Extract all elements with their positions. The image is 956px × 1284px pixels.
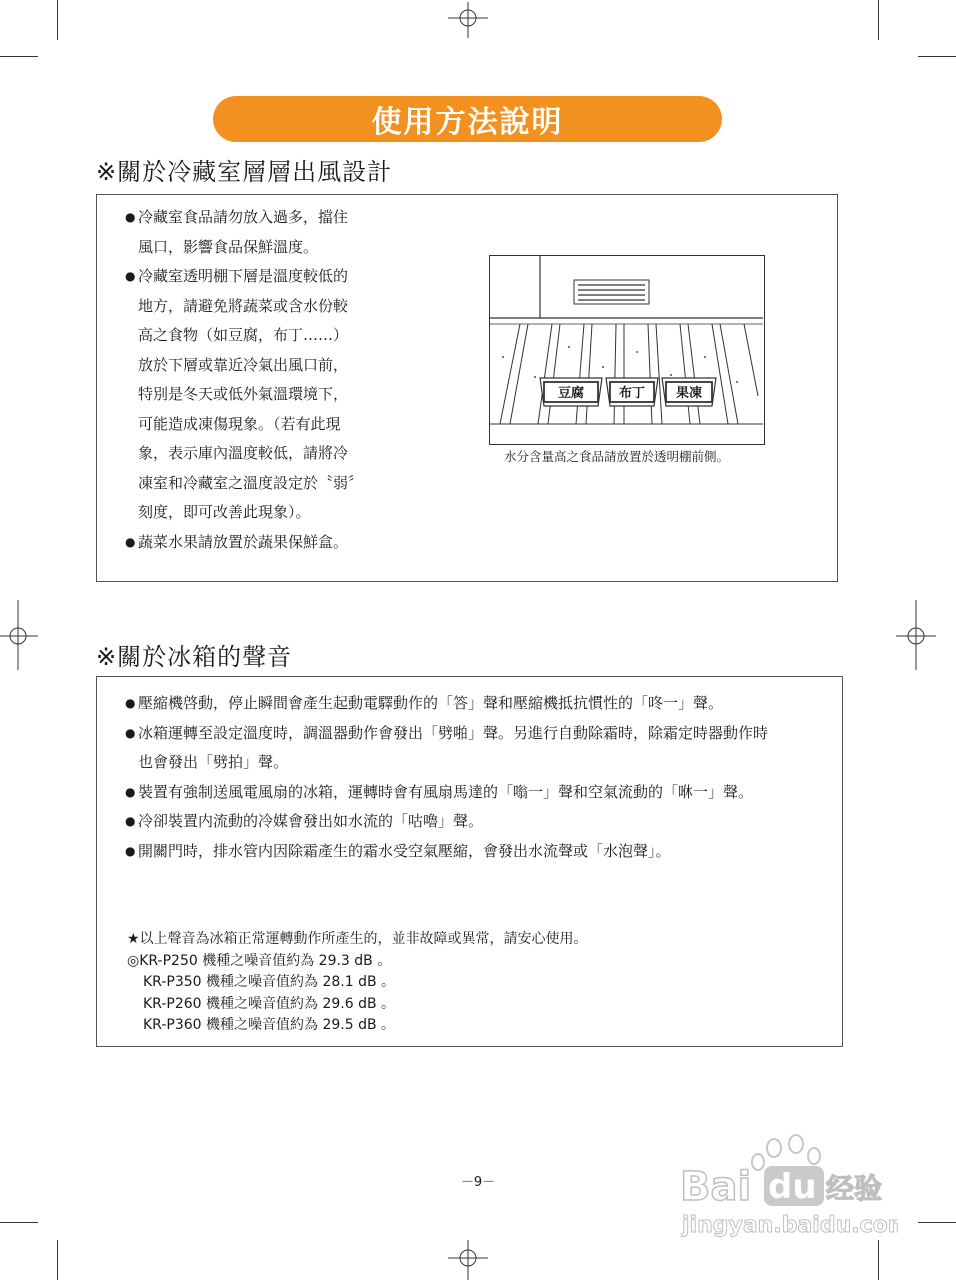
section1-bullet-2 (125, 262, 395, 528)
section2-bullet-4 (125, 807, 825, 837)
shelf-illustration (489, 255, 765, 445)
registration-mark-bottom (448, 1240, 488, 1280)
figure-caption: 水分含量高之食品請放置於透明棚前側。 (504, 449, 730, 464)
bullet-dot-icon: ● (125, 725, 136, 740)
food-label-tofu: 豆腐 (557, 386, 585, 401)
bullet-dot-icon: ● (125, 696, 136, 710)
section1-bullet-2-line-1: 冷藏室透明棚下層是溫度較低的 (138, 267, 349, 285)
registration-mark-right (896, 600, 956, 670)
food-label-jelly: 果凍 (675, 386, 703, 401)
crop-mark-tl-h (0, 56, 38, 57)
section1-bullet-2-line-2: 地方，請避免將蔬菜或含水份較 (138, 296, 349, 315)
section1-bullet-2-line-6: 可能造成凍傷現象。（若有此現 (138, 414, 341, 433)
crop-mark-br-v (878, 1240, 879, 1280)
section1-bullet-2-line-5: 特別是冬天或低外氣溫環境下， (138, 385, 349, 403)
paw-logo-icon (752, 1135, 820, 1170)
bullet-dot-icon: ● (125, 269, 136, 283)
section2-bullet-3-line-1: 裝置有強制送風電風扇的冰箱，運轉時會有風扇馬達的「嗡一」聲和空氣流動的「咻一」聲。 (138, 782, 754, 801)
section1-heading: ※關於冷藏室層層出風設計 (96, 158, 393, 186)
section1-bullet-list (125, 203, 395, 557)
watermark-brand-du: du (768, 1167, 817, 1207)
noise-value-kr-p250: ◎KR-P250 機種之噪音值約為 29.3 dB 。 (127, 952, 392, 969)
noise-value-kr-p260: KR-P260 機種之噪音值約為 29.6 dB 。 (143, 995, 396, 1012)
registration-mark-top (448, 2, 488, 38)
section2-bullet-5 (125, 837, 825, 867)
section1-bullet-3 (125, 528, 395, 558)
section2-bullet-2-line-1: 冰箱運轉至設定溫度時，調溫器動作會發出「劈啪」聲。另進行自動除霜時，除霜定時器動作時 (138, 723, 769, 742)
registration-mark-left (0, 600, 40, 670)
watermark-url: jingyan.baidu.com (682, 1213, 898, 1238)
watermark-brand: Bai (680, 1164, 752, 1210)
noise-value-kr-p360: KR-P360 機種之噪音值約為 29.5 dB 。 (143, 1017, 396, 1034)
food-label-pudding: 布丁 (618, 386, 646, 401)
watermark-suffix: 经验 (826, 1172, 883, 1205)
crop-mark-bl-h (0, 1222, 38, 1223)
section2-bullet-2 (125, 719, 825, 778)
shelf-ribs (500, 324, 758, 424)
section2-bullet-list (125, 689, 825, 866)
section1-bullet-1-line-2: 風口，影響食品保鮮溫度。 (138, 237, 319, 256)
section1-bullet-1 (125, 203, 395, 262)
bullet-dot-icon: ● (125, 534, 136, 549)
section1-bullet-2-line-9: 刻度，即可改善此現象）。 (138, 503, 311, 521)
page-title-banner (213, 96, 722, 142)
bullet-dot-icon: ● (125, 210, 136, 224)
bullet-dot-icon: ● (125, 843, 136, 858)
section2-bullet-4-line-1: 冷卻裝置内流動的冷媒會發出如水流的「咕嚕」聲。 (138, 812, 484, 830)
crop-mark-tr-v (878, 0, 879, 40)
section2-bullet-2-line-2: 也會發出「劈拍」聲。 (138, 753, 289, 771)
section2-bullet-1-line-1: 壓縮機啓動，停止瞬間會產生起動電驛動作的「答」聲和壓縮機抵抗慣性的「咚一」聲。 (138, 694, 724, 712)
noise-note (127, 929, 588, 1037)
crop-mark-bl-v (57, 1240, 58, 1280)
page-number: －9－ (460, 1175, 496, 1190)
section2-bullet-3 (125, 778, 825, 808)
section2-box (96, 676, 843, 1047)
section2-bullet-1 (125, 689, 825, 719)
section1-bullet-2-line-7: 象，表示庫內溫度較低，請將冷 (138, 444, 349, 462)
baidu-jingyan-watermark (676, 1134, 898, 1240)
section1-box (96, 194, 838, 582)
section1-bullet-2-line-3: 高之食物（如豆腐，布丁……） (138, 326, 349, 344)
crop-mark-tl-v (57, 0, 58, 40)
top-panel (490, 256, 763, 318)
normal-operation-note: ★以上聲音為冰箱正常運轉動作所產生的，並非故障或異常，請安心使用。 (127, 931, 588, 947)
section1-bullet-1-line-1: 冷藏室食品請勿放入過多，擋住 (138, 208, 349, 226)
bullet-dot-icon: ● (125, 814, 136, 828)
noise-value-kr-p350: KR-P350 機種之噪音值約為 28.1 dB 。 (143, 974, 396, 991)
section2-bullet-5-line-1: 開關門時，排水管内因除霜產生的霜水受空氣壓縮，會發出水流聲或「水泡聲」。 (138, 841, 671, 860)
crop-mark-br-h (918, 1222, 956, 1223)
shelf-illustration-svg (490, 256, 763, 443)
section1-bullet-2-line-4: 放於下層或靠近冷氣出風口前， (138, 355, 349, 374)
bullet-dot-icon: ● (125, 784, 136, 799)
crop-mark-tr-h (918, 56, 956, 57)
section1-bullet-3-line-1: 蔬菜水果請放置於蔬果保鮮盒。 (138, 532, 349, 551)
section1-bullet-2-line-8: 凍室和冷藏室之溫度設定於〝弱〞 (138, 473, 364, 492)
section2-heading: ※關於冰箱的聲音 (96, 643, 293, 671)
page-title: 使用方法說明 (371, 105, 564, 140)
